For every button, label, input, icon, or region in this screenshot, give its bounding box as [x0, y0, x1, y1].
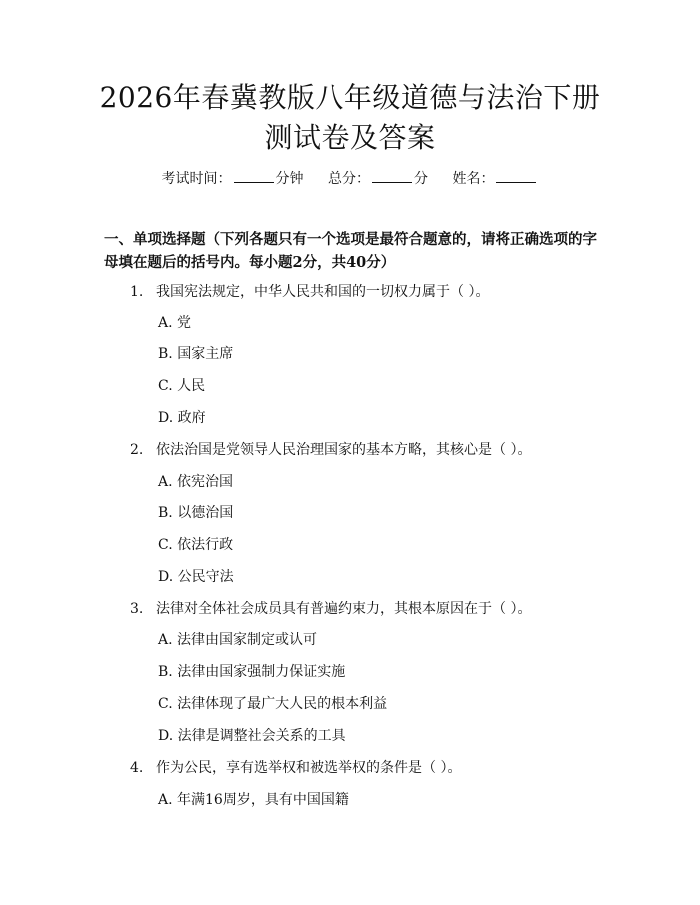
- name-label: 姓名：: [452, 171, 495, 187]
- question-text: 依法治国是党领导人民治理国家的基本方略，其核心是（ ）。: [156, 442, 532, 458]
- question-text: 作为公民，享有选举权和被选举权的条件是（ ）。: [156, 760, 462, 776]
- time-blank: [234, 168, 274, 183]
- exam-name: [452, 171, 538, 187]
- option: A. 党: [158, 315, 192, 331]
- exam-score: [328, 171, 428, 187]
- option: D. 公民守法: [158, 569, 234, 585]
- time-unit: 分钟: [275, 171, 304, 187]
- option: C. 法律体现了最广大人民的根本利益: [158, 696, 388, 712]
- question-text: 我国宪法规定，中华人民共和国的一切权力属于（ ）。: [156, 284, 490, 300]
- option: B. 法律由国家强制力保证实施: [158, 664, 346, 680]
- exam-time: [162, 171, 304, 187]
- name-blank: [496, 168, 536, 183]
- page-title: 2026年春冀教版八年级道德与法治下册测试卷及答案: [99, 81, 601, 154]
- option: A. 法律由国家制定或认可: [158, 632, 318, 648]
- section-title: 一、单项选择题（下列各题只有一个选项是最符合题意的，请将正确选项的字母填在题后的括号内。每小题2分，共40分）: [104, 231, 597, 271]
- option: B. 以德治国: [158, 505, 234, 521]
- option: C. 依法行政: [158, 537, 234, 553]
- question-text: 法律对全体社会成员具有普遍约束力，其根本原因在于（ ）。: [156, 601, 532, 617]
- question-number: 1.: [130, 284, 144, 300]
- time-label: 考试时间：: [161, 171, 232, 187]
- option: C. 人民: [158, 378, 206, 394]
- option: A. 年满16周岁，具有中国国籍: [158, 792, 349, 808]
- question-number: 2.: [130, 442, 144, 458]
- option: D. 法律是调整社会关系的工具: [158, 728, 346, 744]
- option: B. 国家主席: [158, 346, 234, 362]
- option: A. 依宪治国: [158, 474, 234, 490]
- exam-meta: [0, 168, 700, 189]
- question-number: 4.: [130, 760, 144, 776]
- score-label: 总分：: [328, 171, 370, 187]
- score-unit: 分: [414, 171, 428, 187]
- score-blank: [372, 168, 412, 183]
- option: D. 政府: [158, 410, 206, 426]
- question-number: 3.: [130, 601, 144, 617]
